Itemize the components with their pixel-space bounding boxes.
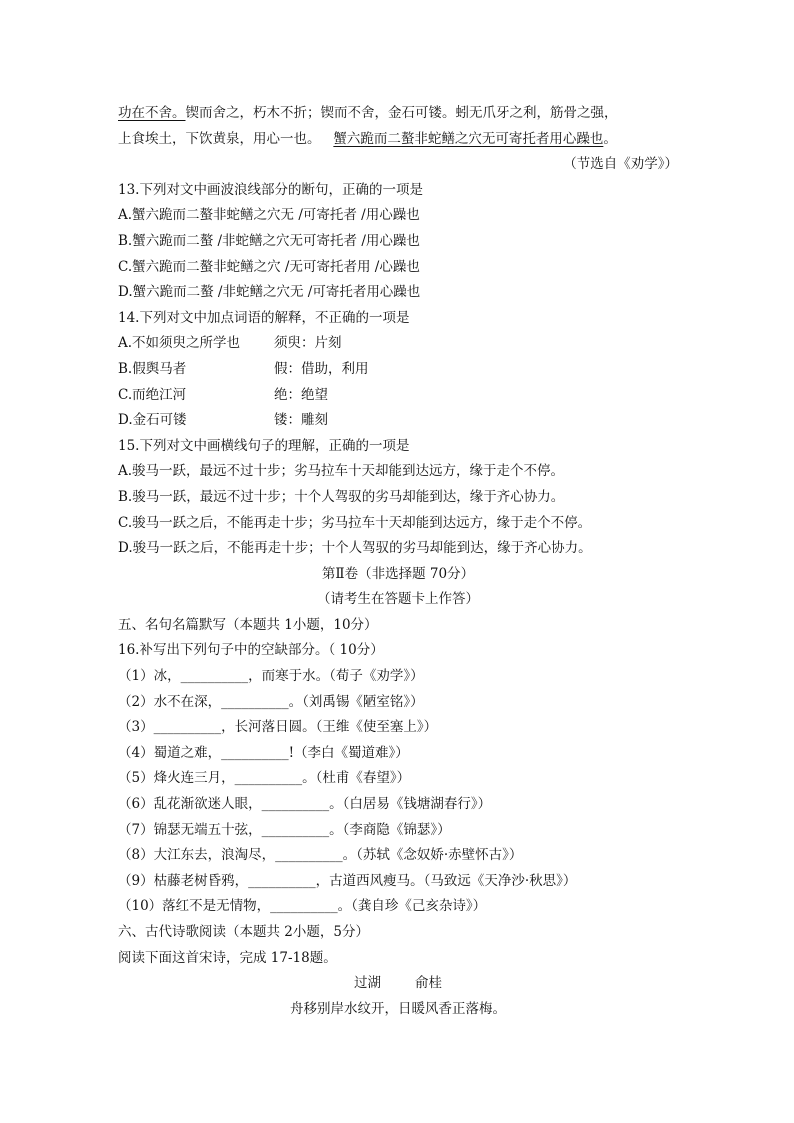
passage-line-1 xyxy=(118,101,678,127)
poem-line: 舟移别岸水纹开，日暖风香正落梅。 xyxy=(290,1000,506,1017)
q16-item: （7）锦瑟无端五十弦，__________。（李商隐《锦瑟》） xyxy=(118,821,451,838)
q16-item: （4）蜀道之难，__________!（李白《蜀道难》） xyxy=(118,744,409,761)
passage-underlined-sentence: 功在不舍。 xyxy=(118,105,186,121)
q13-option-c: C.蟹六跪而二螯非蛇鳝之穴 /无可寄托者用 /心躁也 xyxy=(118,258,420,275)
q15-option-c: C.骏马一跃之后，不能再走十步；劣马拉车十天却能到达远方，缘于走个不停。 xyxy=(118,514,592,531)
poem-title: 过湖 xyxy=(354,975,381,992)
q14-option-b xyxy=(118,357,678,383)
q14-option-d xyxy=(118,408,678,434)
q15-option-d: D.骏马一跃之后，不能再走十步；十个人驾驭的劣马却能到达，缘于齐心协力。 xyxy=(118,540,592,557)
q16-item: （8）大江东去，浪淘尽，__________。（苏轼《念奴娇·赤壁怀古》） xyxy=(118,847,523,864)
passage-line-2 xyxy=(118,127,678,153)
q14-option-note: 绝：绝望 xyxy=(274,386,328,403)
passage-text: 。 xyxy=(603,130,617,147)
q14-option-note: 假：借助，利用 xyxy=(274,360,369,377)
part2-title: 第Ⅱ卷（非选择题 70分） xyxy=(321,565,475,582)
q14-option-text: B.假舆马者 xyxy=(118,360,187,377)
q16-item: （2）水不在深，__________。（刘禹锡《陋室铭》） xyxy=(118,693,424,710)
q14-option-text: C.而绝江河 xyxy=(118,386,187,403)
poem-author: 俞桂 xyxy=(415,975,442,992)
section6-title: 六、古代诗歌阅读（本题共 2小题，5分） xyxy=(118,924,369,940)
exam-page xyxy=(118,101,678,1022)
q16-stem: 16.补写出下列句子中的空缺部分。（ 10分） xyxy=(118,642,384,659)
q13-option-b: B.蟹六跪而二螯 /非蛇鳝之穴无可寄托者 /用心躁也 xyxy=(118,232,420,249)
passage-source: （节选自《劝学》） xyxy=(563,156,678,173)
section5-title: 五、名句名篇默写（本题共 1小题，10分） xyxy=(118,616,378,633)
passage-text: 锲而舍之，朽木不折；锲而不舍，金石可镂。蚓无爪牙之利，筋骨之强， xyxy=(185,105,618,121)
q14-option-note: 镂：雕刻 xyxy=(274,412,328,429)
q14-stem: 14.下列对文中加点词语的解释，不正确的一项是 xyxy=(118,309,410,326)
poem-heading xyxy=(118,971,678,997)
q16-item: （6）乱花渐欲迷人眼，__________。（白居易《钱塘湖春行》） xyxy=(118,796,492,813)
part2-note: （请考生在答题卡上作答） xyxy=(317,591,479,608)
q16-item: （10）落红不是无情物，__________。（龚自珍《己亥杂诗》） xyxy=(118,898,487,915)
q16-item: （3）__________，长河落日圆。（王维《使至塞上》） xyxy=(118,719,438,736)
q16-item: （5）烽火连三月，__________。（杜甫《春望》） xyxy=(118,770,411,787)
passage-text: 上食埃土，下饮黄泉，用心一也。 xyxy=(118,130,321,147)
q14-option-note: 须臾：片刻 xyxy=(274,335,342,352)
q13-option-a: A.蟹六跪而二螯非蛇鳝之穴无 /可寄托者 /用心躁也 xyxy=(118,207,420,224)
q13-option-d: D.蟹六跪而二螯 /非蛇鳝之穴无 /可寄托者用心躁也 xyxy=(118,284,421,301)
section6-intro: 阅读下面这首宋诗，完成 17-18题。 xyxy=(118,949,337,966)
q14-option-a xyxy=(118,331,678,357)
q14-option-text: A.不如须臾之所学也 xyxy=(118,335,241,352)
passage-wavy-sentence: 蟹六跪而二螯非蛇鳝之穴无可寄托者用心躁也 xyxy=(333,130,604,147)
q16-item: （1）冰，__________，而寒于水。（荀子《劝学》） xyxy=(118,668,424,685)
q15-option-a: A.骏马一跃，最远不过十步；劣马拉车十天却能到达远方，缘于走个不停。 xyxy=(118,463,565,480)
q16-item: （9）枯藤老树昏鸦，__________，古道西风瘦马。（马致远《天净沙·秋思》） xyxy=(118,872,577,889)
q13-stem: 13.下列对文中画波浪线部分的断句，正确的一项是 xyxy=(118,181,423,198)
q15-stem: 15.下列对文中画横线句子的理解，正确的一项是 xyxy=(118,437,410,454)
q14-option-c xyxy=(118,383,678,409)
q15-option-b: B.骏马一跃，最远不过十步；十个人驾驭的劣马却能到达，缘于齐心协力。 xyxy=(118,488,565,505)
q14-option-text: D.金石可镂 xyxy=(118,412,187,429)
